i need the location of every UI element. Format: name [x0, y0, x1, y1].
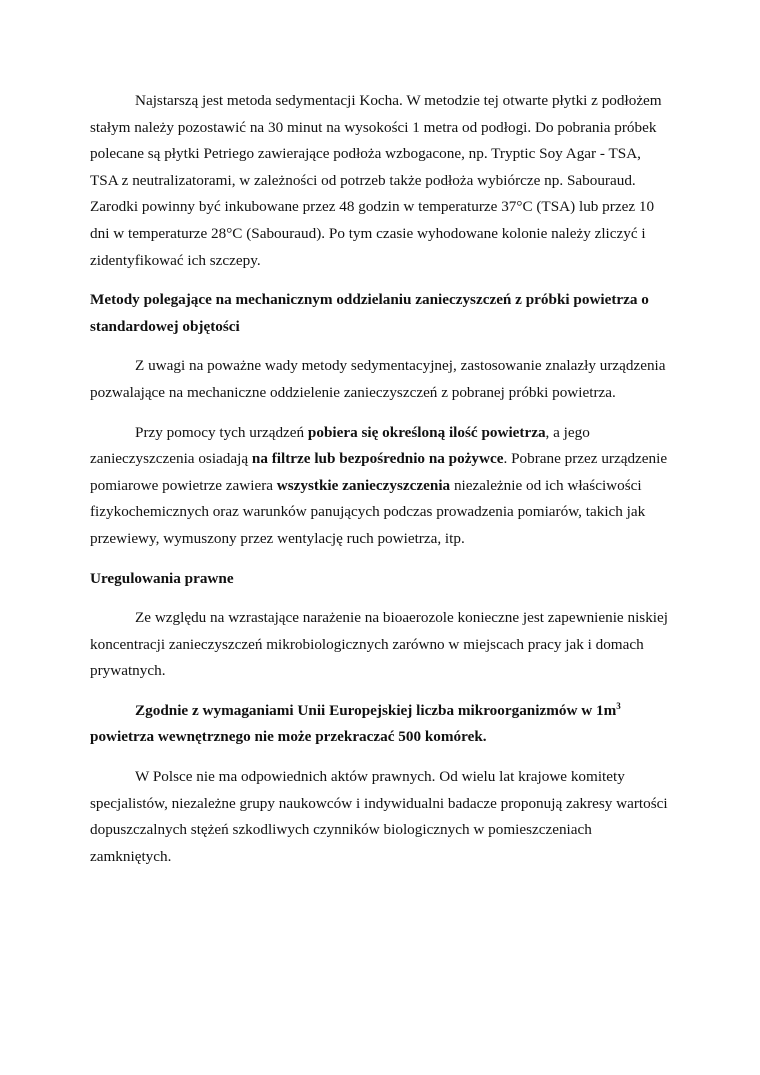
paragraph-sedimentation-drawbacks: Z uwagi na poważne wady metody sedymentacyjnej, zastosowanie znalazły urządzenia pozwalające na mechaniczne oddzielenie zanieczyszczeń z pobranej próbki powietrza.: [90, 357, 666, 401]
paragraph-eu-requirements: [90, 698, 670, 751]
section-heading-mechanical-methods: Metody polegające na mechanicznym oddzielaniu zanieczyszczeń z próbki powietrza o standardowej objętości: [90, 291, 649, 335]
bold-run: na filtrze lub bezpośrednio na pożywce: [251, 450, 504, 468]
superscript: 3: [616, 700, 621, 711]
text-run: . Pobrane przez urządzenie pomiarowe powietrze zawiera: [90, 450, 668, 494]
text-run: niezależnie od ich właściwości fizykochemicznych oraz warunków panujących podczas prowadzenia pomiarów, takich jak przewiewy, wymuszony przez wentylację ruch powietrza, itp.: [90, 476, 646, 547]
text-run: powietrza wewnętrznego nie może przekraczać 500 komórek.: [90, 728, 487, 746]
paragraph-poland-regulations: W Polsce nie ma odpowiednich aktów prawnych. Od wielu lat krajowe komitety specjalistów, niezależne grupy naukowców i indywidualni badacze proponują zakresy wartości dopuszczalnych stężeń szkodliwych czynników biologicznych w pomieszczeniach zamkniętych.: [90, 768, 668, 865]
text-run: Zgodnie z wymaganiami Unii Europejskiej liczba mikroorganizmów w 1m: [135, 701, 617, 719]
bold-run: pobiera się określoną ilość powietrza: [307, 423, 546, 441]
bold-run: wszystkie zanieczyszczenia: [276, 476, 451, 494]
text-run: Przy pomocy tych urządzeń: [135, 423, 308, 441]
paragraph-device-sampling: [90, 420, 670, 553]
section-heading-legal-regulations: Uregulowania prawne: [90, 569, 234, 587]
paragraph-bioaerosol-exposure: Ze względu na wzrastające narażenie na bioaerozole konieczne jest zapewnienie niskiej koncentracji zanieczyszczeń mikrobiologicznych zarówno w miejscach pracy jak i domach prywatnych.: [90, 609, 668, 680]
text-run: , a jego zanieczyszczenia osiadają: [90, 423, 590, 468]
paragraph-koch-method: Najstarszą jest metoda sedymentacji Kocha. W metodzie tej otwarte płytki z podłożem stałym należy pozostawić na 30 minut na wysokości 1 metra od podłogi. Do pobrania próbek polecane są płytki Petriego zawierające podłoża wzbogacone, np. Tryptic Soy Agar - TSA, TSA z neutralizatorami, w zależności od potrzeb także podłoża wybiórcze np. Sabouraud. Zarodki powinny być inkubowane przez 48 godzin w temperaturze 37°C (TSA) lub przez 10 dni w temperaturze 28°C (Sabouraud). Po tym czasie wyhodowane kolonie należy zliczyć i zidentyfikować ich szczepy.: [90, 92, 662, 269]
document-page: [90, 88, 670, 883]
